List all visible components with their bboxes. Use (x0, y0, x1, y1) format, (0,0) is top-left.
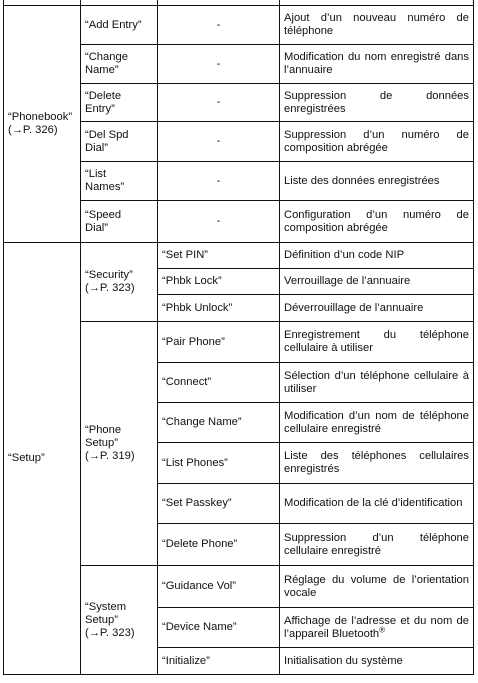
description-cell: Liste des téléphones cellulaires enregistrés (280, 443, 474, 484)
subcommand-cell: “Set PIN” (158, 243, 280, 269)
description-cell: Suppression de données enregistrées (280, 84, 474, 122)
menu-table (3, 0, 474, 675)
command-cell: “Add Entry” (81, 6, 158, 45)
description-cell: Suppression d’un numéro de composition abrégée (280, 122, 474, 162)
description-cell: Réglage du volume de l’orientation vocale (280, 566, 474, 608)
command-cell: “Change Name” (81, 45, 158, 84)
subcommand-cell: - (158, 162, 280, 201)
subcommand-cell: “Phbk Unlock” (158, 295, 280, 322)
subcommand-cell: “List Phones” (158, 443, 280, 484)
subcommand-cell: “Initialize” (158, 648, 280, 675)
command-cell: “List Names” (81, 162, 158, 201)
subcommand-cell: “Guidance Vol” (158, 566, 280, 608)
subcommand-cell: “Delete Phone” (158, 524, 280, 566)
category-setup: “Setup” (4, 243, 81, 675)
description-cell: Configuration d’un numéro de composition abrégée (280, 201, 474, 243)
table-row (4, 243, 474, 269)
registered-mark: ® (379, 624, 386, 634)
command-cell: “Del Spd Dial” (81, 122, 158, 162)
subcommand-cell: - (158, 122, 280, 162)
description-cell: Sélection d’un téléphone cellulaire à utiliser (280, 363, 474, 403)
subcommand-cell: - (158, 6, 280, 45)
command-phone-setup: “Phone Setup” (→P. 319) (81, 322, 158, 566)
subcommand-cell: “Connect” (158, 363, 280, 403)
category-phonebook: “Phonebook” (→P. 326) (4, 6, 81, 243)
command-cell: “Speed Dial” (81, 201, 158, 243)
subcommand-cell: “Pair Phone” (158, 322, 280, 363)
command-system-setup: “System Setup” (→P. 323) (81, 566, 158, 675)
table-row (4, 6, 474, 45)
description-cell: Modification d’un nom de téléphone cellulaire enregistré (280, 403, 474, 443)
description-cell: Définition d’un code NIP (280, 243, 474, 269)
description-cell: Suppression d’un téléphone cellulaire enregistré (280, 524, 474, 566)
description-cell: Verrouillage de l’annuaire (280, 269, 474, 295)
subcommand-cell: - (158, 84, 280, 122)
description-cell: Liste des données enregistrées (280, 162, 474, 201)
subcommand-cell: “Phbk Lock” (158, 269, 280, 295)
description-cell: Modification de la clé d’identification (280, 484, 474, 524)
description-cell: Déverrouillage de l’annuaire (280, 295, 474, 322)
description-cell (280, 608, 474, 648)
description-cell: Ajout d’un nouveau numéro de téléphone (280, 6, 474, 45)
description-cell: Initialisation du système (280, 648, 474, 675)
subcommand-cell: “Set Passkey” (158, 484, 280, 524)
command-cell: “Delete Entry” (81, 84, 158, 122)
subcommand-cell: - (158, 45, 280, 84)
subcommand-cell: - (158, 201, 280, 243)
description-cell: Modification du nom enregistré dans l’annuaire (280, 45, 474, 84)
command-security: “Security” (→P. 323) (81, 243, 158, 322)
subcommand-cell: “Device Name” (158, 608, 280, 648)
description-text: Affichage de l’adresse et du nom de l’appareil Bluetooth (284, 614, 469, 640)
description-cell: Enregistrement du téléphone cellulaire à utiliser (280, 322, 474, 363)
subcommand-cell: “Change Name” (158, 403, 280, 443)
